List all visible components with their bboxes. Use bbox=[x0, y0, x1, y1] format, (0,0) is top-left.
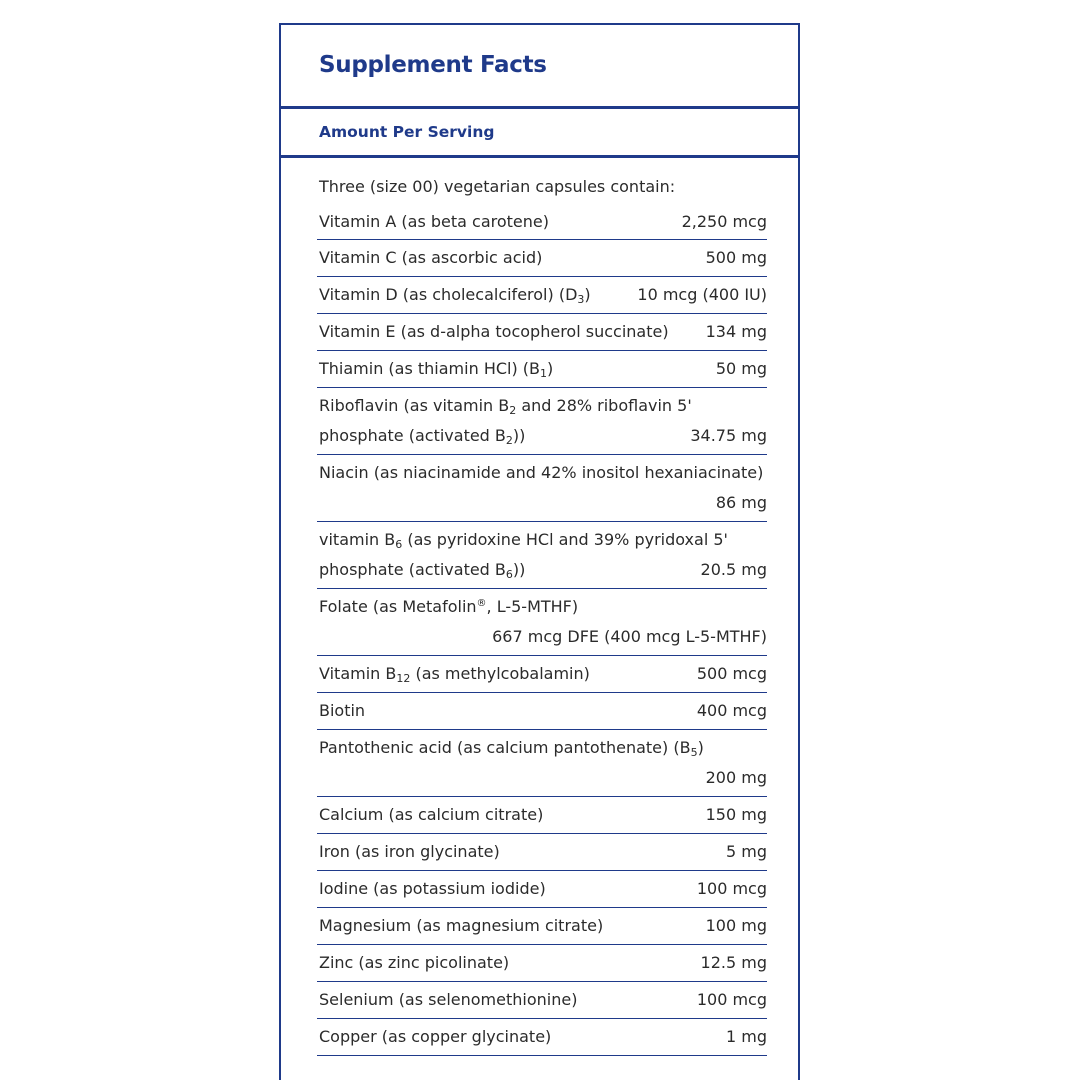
nutrient-name: Pantothenic acid (as calcium pantothenate) $(B_5)$ bbox=[319, 738, 704, 759]
nutrient-amount: 34.75 mg bbox=[690, 426, 767, 445]
nutrient-name: Calcium (as calcium citrate) bbox=[319, 805, 544, 824]
serving-intro-text: Three (size 00) vegetarian capsules contain: bbox=[319, 177, 676, 196]
nutrient-amount: 50 mg bbox=[715, 359, 767, 378]
nutrient-amount: 500 mcg bbox=[696, 664, 767, 683]
nutrient-row bbox=[317, 982, 767, 1019]
nutrient-name: Iron (as iron glycinate) bbox=[319, 842, 500, 861]
nutrient-name: Vitamin C (as ascorbic acid) bbox=[319, 248, 543, 267]
nutrient-amount: 100 mcg bbox=[696, 879, 767, 898]
nutrient-name: Folate (as Metafolin®, L-5-MTHF) bbox=[319, 597, 579, 616]
nutrient-name-continued: phosphate (activated $B_2$)) bbox=[319, 426, 526, 447]
nutrient-name: Magnesium (as magnesium citrate) bbox=[319, 916, 604, 935]
nutrient-row bbox=[317, 834, 767, 871]
nutrient-row bbox=[317, 388, 767, 455]
nutrient-amount: 20.5 mg bbox=[700, 560, 767, 579]
nutrient-amount: 667 mcg DFE (400 mcg L-5-MTHF) bbox=[492, 627, 767, 646]
nutrient-row bbox=[317, 871, 767, 908]
nutrient-row bbox=[317, 455, 767, 522]
nutrient-name: Biotin bbox=[319, 701, 366, 720]
nutrient-row bbox=[317, 908, 767, 945]
nutrient-name: Niacin (as niacinamide and 42% inositol hexaniacinate) bbox=[319, 463, 764, 482]
nutrient-name: Riboflavin (as vitamin $B_2$ and 28% riboflavin 5' bbox=[319, 396, 692, 417]
nutrient-amount: 100 mg bbox=[705, 916, 767, 935]
amount-per-serving-label: Amount Per Serving bbox=[319, 123, 495, 141]
nutrient-name-continued: phosphate (activated $B_6$)) bbox=[319, 560, 526, 581]
nutrient-row bbox=[317, 656, 767, 693]
nutrient-amount: 10 mcg (400 IU) bbox=[637, 285, 767, 304]
title-area bbox=[281, 25, 798, 109]
nutrient-name: Zinc (as zinc picolinate) bbox=[319, 953, 510, 972]
nutrient-amount: 150 mg bbox=[705, 805, 767, 824]
nutrient-row bbox=[317, 200, 767, 240]
nutrient-amount: 200 mg bbox=[705, 768, 767, 787]
nutrient-name: Selenium (as selenomethionine) bbox=[319, 990, 578, 1009]
nutrient-row bbox=[317, 1019, 767, 1056]
amount-per-serving-header bbox=[281, 109, 798, 158]
nutrient-name: Thiamin (as thiamin HCl) $(B_1)$ bbox=[319, 359, 554, 380]
nutrient-amount: 500 mg bbox=[705, 248, 767, 267]
nutrient-row bbox=[317, 351, 767, 388]
nutrient-amount: 12.5 mg bbox=[700, 953, 767, 972]
nutrient-amount: 1 mg bbox=[725, 1027, 767, 1046]
nutrient-name: Vitamin D (as cholecalciferol) $(D_3)$ bbox=[319, 285, 591, 306]
nutrient-row bbox=[317, 945, 767, 982]
nutrient-amount: 400 mcg bbox=[696, 701, 767, 720]
nutrient-row bbox=[317, 277, 767, 314]
nutrient-amount: 86 mg bbox=[715, 493, 767, 512]
nutrient-amount: 134 mg bbox=[705, 322, 767, 341]
panel-title: Supplement Facts bbox=[319, 52, 547, 78]
nutrient-name: vitamin $B_6$ (as pyridoxine HCl and 39% pyridoxal 5' bbox=[319, 530, 728, 551]
nutrient-row bbox=[317, 240, 767, 277]
nutrient-amount: 2,250 mcg bbox=[681, 212, 767, 231]
nutrient-name: Vitamin A (as beta carotene) bbox=[319, 212, 549, 231]
nutrient-row bbox=[317, 522, 767, 589]
supplement-facts-panel bbox=[279, 23, 800, 1080]
nutrient-name: Copper (as copper glycinate) bbox=[319, 1027, 552, 1046]
nutrient-name: Iodine (as potassium iodide) bbox=[319, 879, 546, 898]
nutrient-row bbox=[317, 730, 767, 797]
nutrient-row bbox=[317, 589, 767, 656]
nutrient-row bbox=[317, 797, 767, 834]
serving-intro-row bbox=[281, 158, 798, 200]
nutrient-row bbox=[317, 693, 767, 730]
nutrient-amount: 100 mcg bbox=[696, 990, 767, 1009]
nutrient-list bbox=[317, 200, 767, 1056]
nutrient-name: Vitamin E (as d-alpha tocopherol succinate) bbox=[319, 322, 669, 341]
nutrient-row bbox=[317, 314, 767, 351]
nutrient-name: Vitamin $B_{12}$ (as methylcobalamin) bbox=[319, 664, 590, 685]
nutrient-amount: 5 mg bbox=[725, 842, 767, 861]
